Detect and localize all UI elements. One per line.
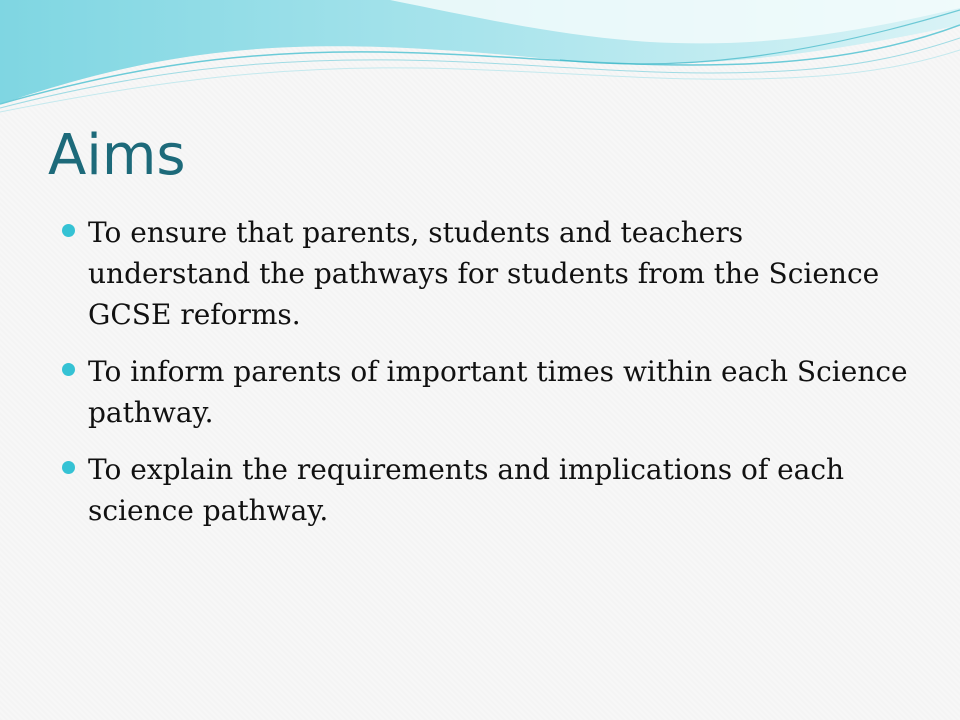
bullet-item bbox=[60, 449, 910, 531]
bullet-text: To explain the requirements and implications of each science pathway. bbox=[88, 453, 845, 527]
bullet-text: To inform parents of important times within each Science pathway. bbox=[88, 355, 908, 429]
bullet-dot-icon bbox=[62, 363, 75, 376]
bullet-text: To ensure that parents, students and teachers understand the pathways for students from the Science GCSE reforms. bbox=[88, 216, 880, 331]
bullet-dot-icon bbox=[62, 224, 75, 237]
bullet-dot-icon bbox=[62, 461, 75, 474]
slide-title: Aims bbox=[48, 123, 186, 188]
header-wave-decoration bbox=[0, 0, 960, 130]
bullet-item bbox=[60, 212, 910, 335]
bullet-item bbox=[60, 351, 910, 433]
bullet-list bbox=[60, 212, 910, 547]
